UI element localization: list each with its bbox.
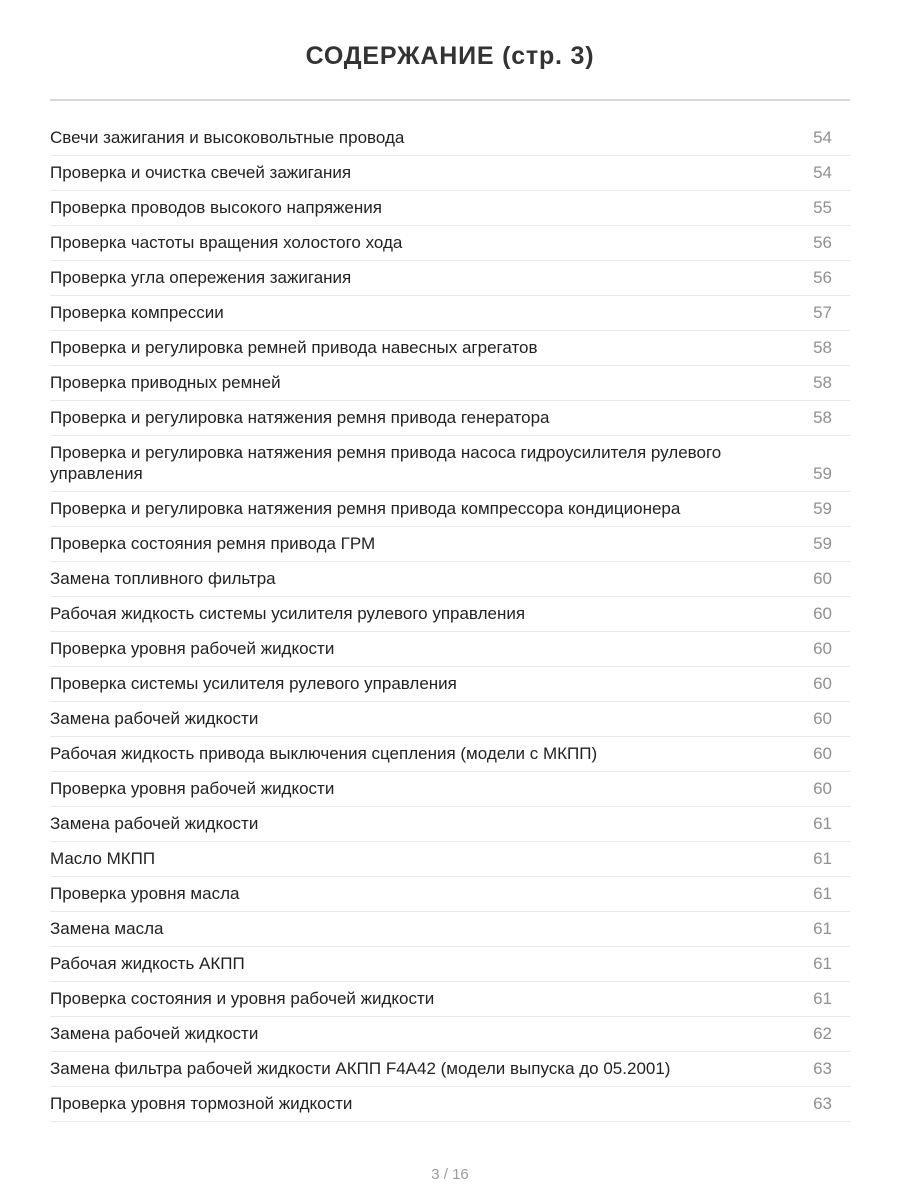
toc-entry-page: 61 bbox=[813, 954, 832, 973]
toc-entry[interactable] bbox=[50, 562, 850, 597]
toc-entry-page: 60 bbox=[813, 779, 832, 798]
toc-entry-page: 55 bbox=[813, 198, 832, 217]
toc-entry-page: 54 bbox=[813, 163, 832, 182]
toc-entry-page: 59 bbox=[813, 499, 832, 518]
toc-entry-title: Проверка состояния и уровня рабочей жидкости bbox=[50, 989, 435, 1008]
toc-entry-page: 58 bbox=[813, 338, 832, 357]
toc-entry-title: Проверка системы усилителя рулевого управления bbox=[50, 674, 457, 693]
toc-entry[interactable] bbox=[50, 527, 850, 562]
toc-entry-title: Свечи зажигания и высоковольтные провода bbox=[50, 128, 405, 147]
toc-entry[interactable] bbox=[50, 912, 850, 947]
toc-entry-title: Рабочая жидкость привода выключения сцепления (модели с МКПП) bbox=[50, 744, 598, 763]
toc-entry-title: Проверка и очистка свечей зажигания bbox=[50, 163, 352, 182]
toc-entry-page: 60 bbox=[813, 604, 832, 623]
toc-entry-title: Замена фильтра рабочей жидкости АКПП F4A42 (модели выпуска до 05.2001) bbox=[50, 1059, 671, 1078]
toc-entry[interactable] bbox=[50, 296, 850, 331]
toc-entry[interactable] bbox=[50, 877, 850, 912]
toc-entry-page: 56 bbox=[813, 233, 832, 252]
toc-entry-page: 60 bbox=[813, 744, 832, 763]
toc-entry-page: 61 bbox=[813, 884, 832, 903]
toc-entry-title: Рабочая жидкость системы усилителя рулевого управления bbox=[50, 604, 526, 623]
toc-entry-title: Проверка и регулировка натяжения ремня привода компрессора кондиционера bbox=[50, 499, 681, 518]
toc-entry-title: Замена масла bbox=[50, 919, 164, 938]
toc-entry[interactable] bbox=[50, 597, 850, 632]
toc-entry[interactable] bbox=[50, 191, 850, 226]
toc-entry-title: Проверка и регулировка ремней привода навесных агрегатов bbox=[50, 338, 538, 357]
toc-entry[interactable] bbox=[50, 772, 850, 807]
toc-entry-title: Замена топливного фильтра bbox=[50, 569, 276, 588]
toc-entry-page: 61 bbox=[813, 989, 832, 1008]
toc-entry-title: Проверка уровня масла bbox=[50, 884, 240, 903]
toc-entry[interactable] bbox=[50, 156, 850, 191]
toc-entry-title: Проверка уровня рабочей жидкости bbox=[50, 639, 335, 658]
toc-entry[interactable] bbox=[50, 226, 850, 261]
toc-entry-title: Проверка проводов высокого напряжения bbox=[50, 198, 382, 217]
toc-entry[interactable] bbox=[50, 632, 850, 667]
toc-entry-title: Проверка уровня рабочей жидкости bbox=[50, 779, 335, 798]
toc-entry[interactable] bbox=[50, 436, 850, 492]
toc-entry[interactable] bbox=[50, 807, 850, 842]
toc-entry[interactable] bbox=[50, 737, 850, 772]
toc-entry-title: Проверка частоты вращения холостого хода bbox=[50, 233, 403, 252]
toc-entry-page: 60 bbox=[813, 674, 832, 693]
toc-entry[interactable] bbox=[50, 261, 850, 296]
toc-entry-title: Проверка компрессии bbox=[50, 303, 224, 322]
toc-entry-page: 56 bbox=[813, 268, 832, 287]
toc-entry[interactable] bbox=[50, 842, 850, 877]
toc-entry[interactable] bbox=[50, 1017, 850, 1052]
toc-entry-title: Проверка состояния ремня привода ГРМ bbox=[50, 534, 376, 553]
toc-entry-title: Проверка и регулировка натяжения ремня привода генератора bbox=[50, 408, 550, 427]
toc-entry-page: 63 bbox=[813, 1094, 832, 1113]
page-title: СОДЕРЖАНИЕ (стр. 3) bbox=[305, 42, 595, 70]
page-number-indicator: 3 / 16 bbox=[431, 1166, 469, 1183]
toc-entry-page: 58 bbox=[813, 408, 832, 427]
toc-entry[interactable] bbox=[50, 982, 850, 1017]
toc-entry-page: 59 bbox=[813, 534, 832, 553]
toc-entry-title: Масло МКПП bbox=[50, 849, 156, 868]
toc-entry-page: 61 bbox=[813, 919, 832, 938]
toc-entry-title: Замена рабочей жидкости bbox=[50, 1024, 259, 1043]
toc-entry-title: Проверка и регулировка натяжения ремня привода насоса гидроусилителя рулевого управления bbox=[50, 443, 722, 483]
toc-entry-title: Проверка приводных ремней bbox=[50, 373, 281, 392]
toc-entry[interactable] bbox=[50, 121, 850, 156]
toc-entry-page: 62 bbox=[813, 1024, 832, 1043]
toc-entry[interactable] bbox=[50, 366, 850, 401]
toc-entry-title: Проверка угла опережения зажигания bbox=[50, 268, 352, 287]
toc-entry[interactable] bbox=[50, 702, 850, 737]
toc-entry-page: 61 bbox=[813, 849, 832, 868]
toc-entry-page: 54 bbox=[813, 128, 832, 147]
toc-list bbox=[50, 121, 850, 1122]
toc-entry-title: Рабочая жидкость АКПП bbox=[50, 954, 245, 973]
toc-entry[interactable] bbox=[50, 947, 850, 982]
toc-entry-page: 60 bbox=[813, 639, 832, 658]
toc-entry-title: Замена рабочей жидкости bbox=[50, 709, 259, 728]
toc-entry-title: Проверка уровня тормозной жидкости bbox=[50, 1094, 353, 1113]
toc-entry-page: 58 bbox=[813, 373, 832, 392]
toc-entry[interactable] bbox=[50, 1087, 850, 1122]
toc-entry[interactable] bbox=[50, 401, 850, 436]
toc-entry-page: 63 bbox=[813, 1059, 832, 1078]
toc-entry[interactable] bbox=[50, 1052, 850, 1087]
toc-entry-page: 57 bbox=[813, 303, 832, 322]
header-divider bbox=[50, 99, 850, 101]
toc-entry[interactable] bbox=[50, 492, 850, 527]
toc-entry-page: 60 bbox=[813, 569, 832, 588]
toc-entry-page: 59 bbox=[813, 464, 832, 483]
toc-entry-title: Замена рабочей жидкости bbox=[50, 814, 259, 833]
toc-entry[interactable] bbox=[50, 667, 850, 702]
toc-entry-page: 60 bbox=[813, 709, 832, 728]
toc-entry[interactable] bbox=[50, 331, 850, 366]
toc-entry-page: 61 bbox=[813, 814, 832, 833]
